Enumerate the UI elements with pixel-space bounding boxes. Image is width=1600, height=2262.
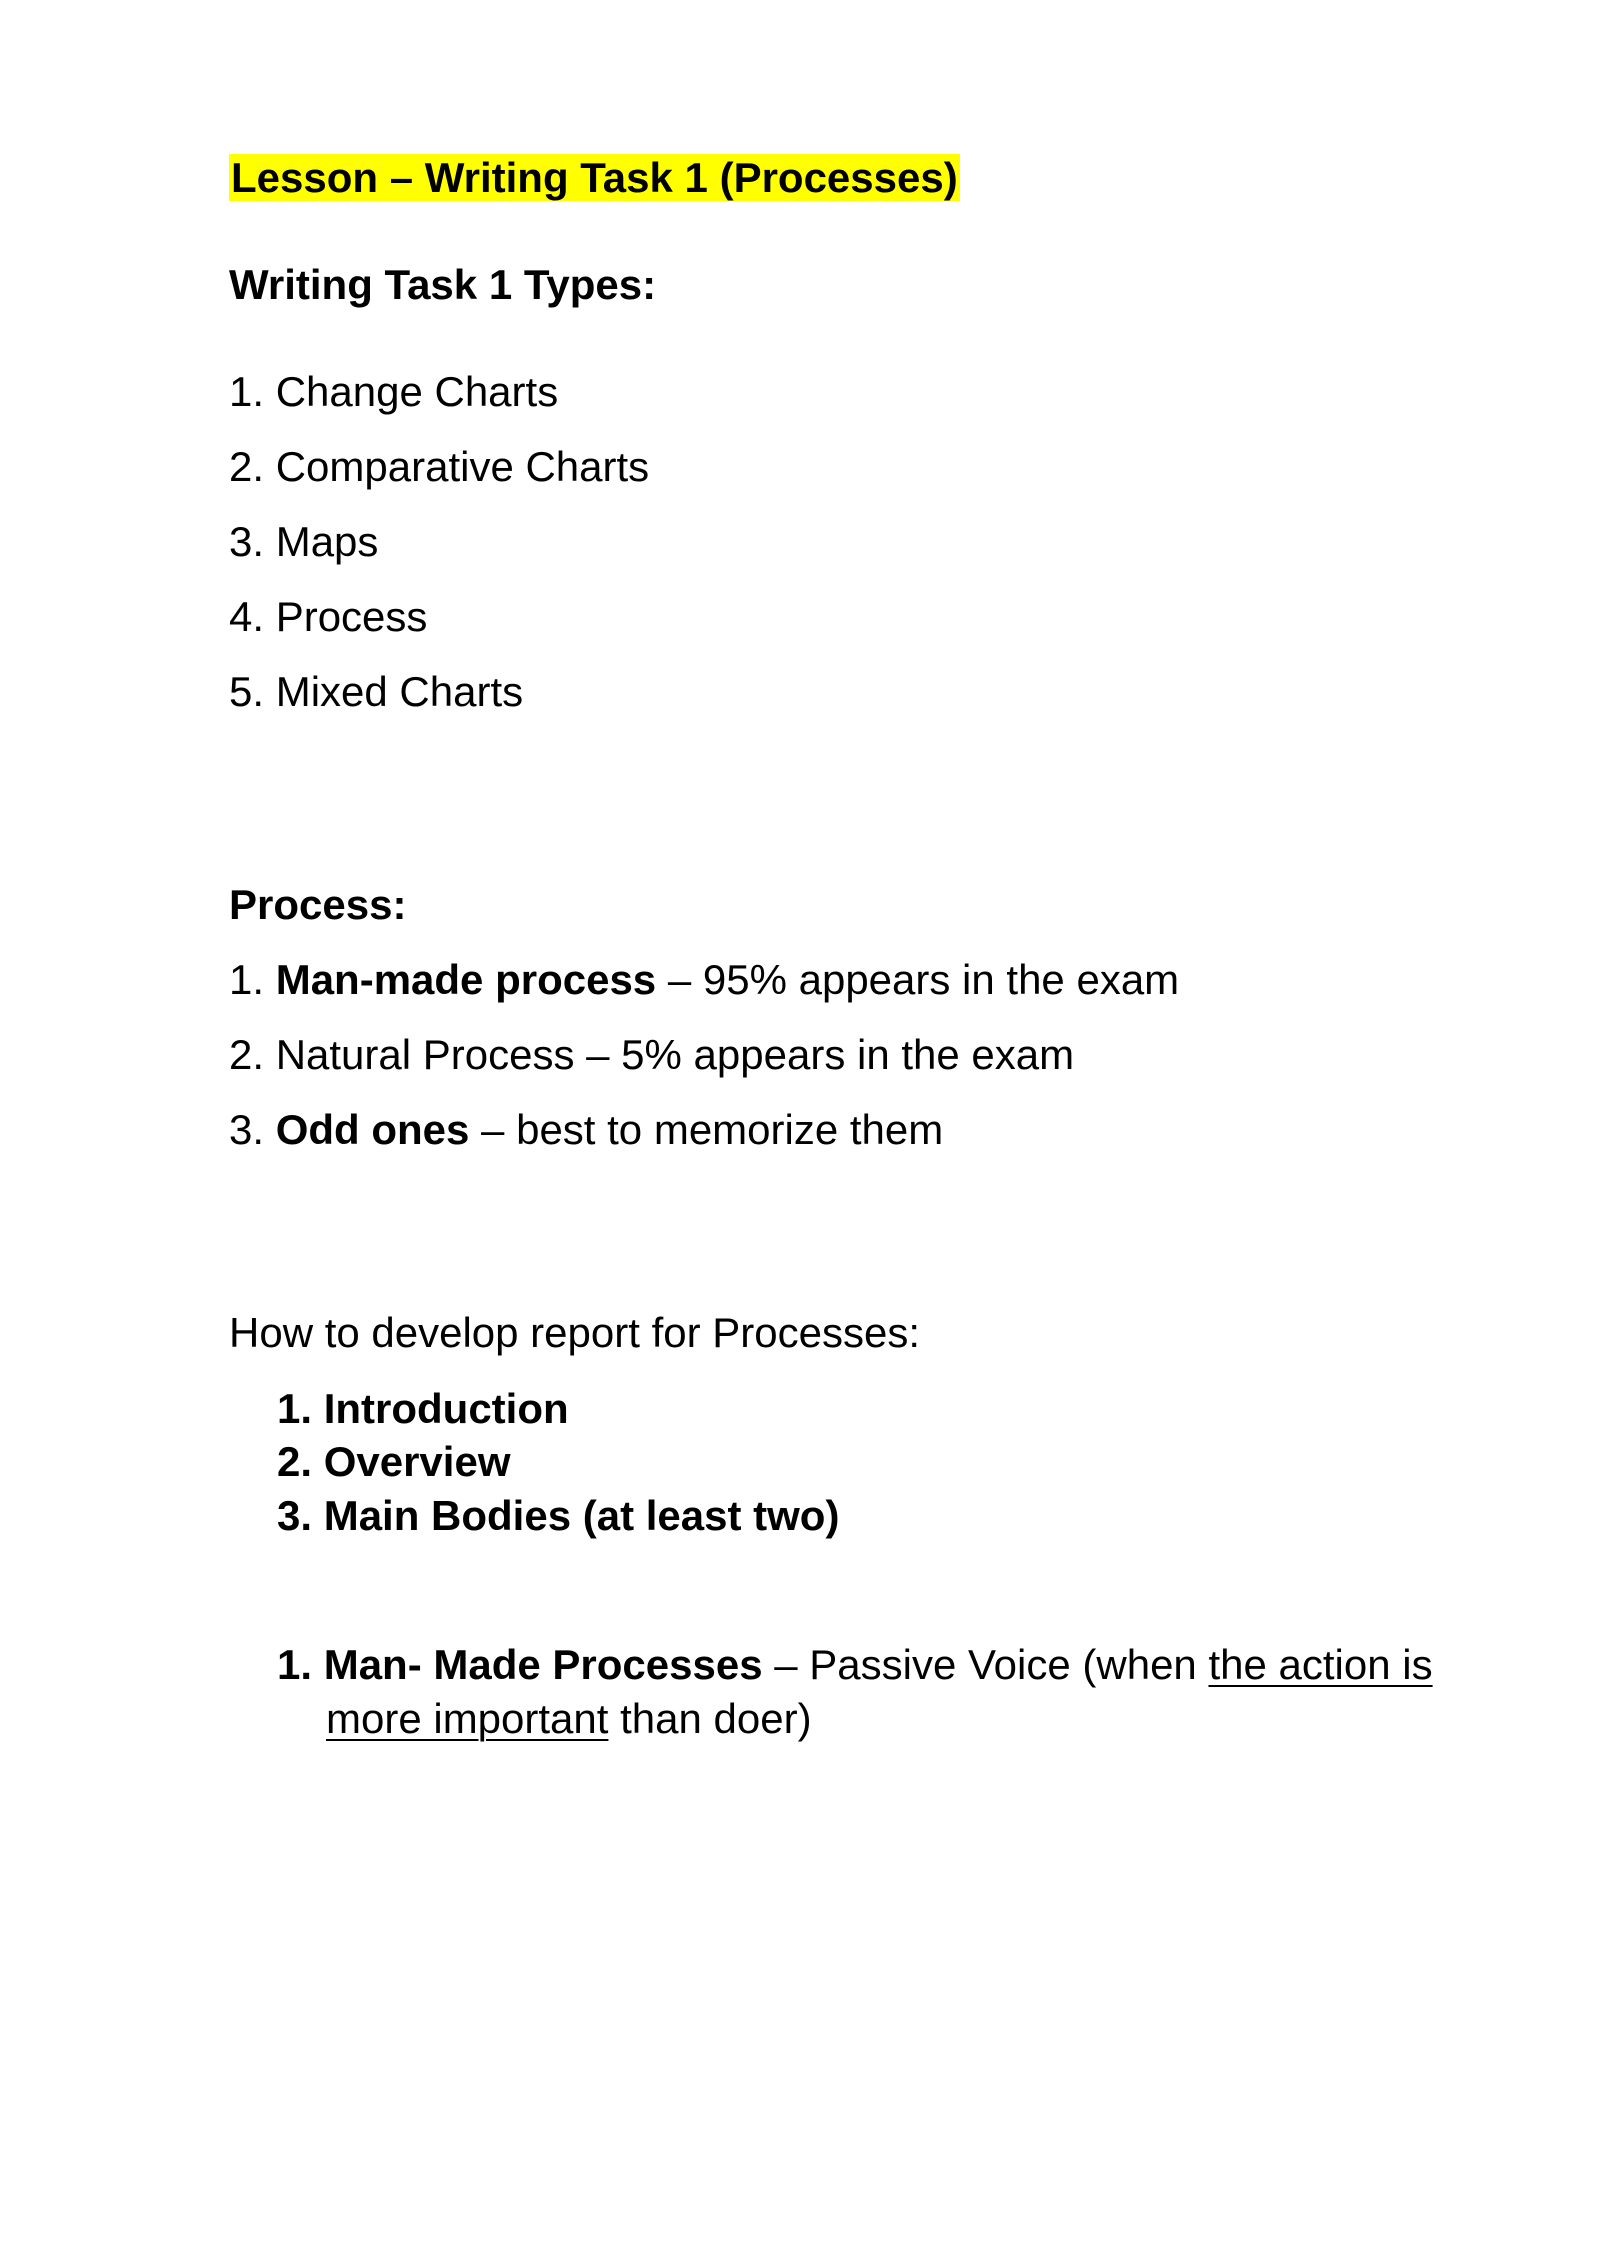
list-number: 2. <box>229 1031 265 1078</box>
list-number: 5. <box>229 668 265 715</box>
list-bold-text: Odd ones <box>275 1106 470 1153</box>
list-text: – 95% appears in the exam <box>656 956 1180 1003</box>
list-text: Mixed Charts <box>275 668 524 715</box>
list-text: Overview <box>323 1438 511 1485</box>
types-list-item <box>229 667 523 717</box>
types-list-item <box>229 442 649 492</box>
list-number: 3. <box>277 1492 313 1539</box>
manmade-item-line1 <box>277 1640 1433 1690</box>
list-bold-text: Man-made process <box>275 956 657 1003</box>
types-list-item <box>229 367 558 417</box>
list-number: 1. <box>229 956 265 1003</box>
develop-list-item <box>277 1491 839 1541</box>
types-heading: Writing Task 1 Types: <box>229 261 657 308</box>
process-list-item <box>229 1030 1074 1080</box>
list-number: 2. <box>277 1438 313 1485</box>
list-text: Maps <box>275 518 379 565</box>
list-text: Change Charts <box>275 368 559 415</box>
list-text: – best to memorize them <box>469 1106 944 1153</box>
process-list-item <box>229 1105 943 1155</box>
develop-heading: How to develop report for Processes: <box>229 1309 920 1356</box>
list-text: Main Bodies (at least two) <box>323 1492 840 1539</box>
types-list-item <box>229 517 378 567</box>
list-number: 1. <box>277 1641 313 1688</box>
manmade-text: – Passive Voice (when <box>762 1641 1209 1688</box>
list-text: Process <box>275 593 428 640</box>
list-number: 1. <box>277 1385 313 1432</box>
manmade-item-line2 <box>326 1694 812 1744</box>
list-number: 3. <box>229 518 265 565</box>
types-list-item <box>229 592 427 642</box>
manmade-underlined-text: the action is <box>1208 1641 1433 1688</box>
list-number: 2. <box>229 443 265 490</box>
manmade-text: than doer) <box>608 1695 812 1742</box>
process-list-item <box>229 955 1179 1005</box>
manmade-bold-text: Man- Made Processes <box>323 1641 763 1688</box>
list-text: Comparative Charts <box>275 443 650 490</box>
list-number: 1. <box>229 368 265 415</box>
process-heading: Process: <box>229 881 407 928</box>
list-number: 3. <box>229 1106 265 1153</box>
develop-list-item <box>277 1437 511 1487</box>
develop-list-item <box>277 1384 569 1434</box>
list-text: Introduction <box>323 1385 569 1432</box>
list-number: 4. <box>229 593 265 640</box>
lesson-title <box>229 153 960 203</box>
list-text: Natural Process – 5% appears in the exam <box>275 1031 1075 1078</box>
manmade-underlined-text: more important <box>326 1695 609 1742</box>
title-highlight: Lesson – Writing Task 1 (Processes) <box>231 154 958 201</box>
